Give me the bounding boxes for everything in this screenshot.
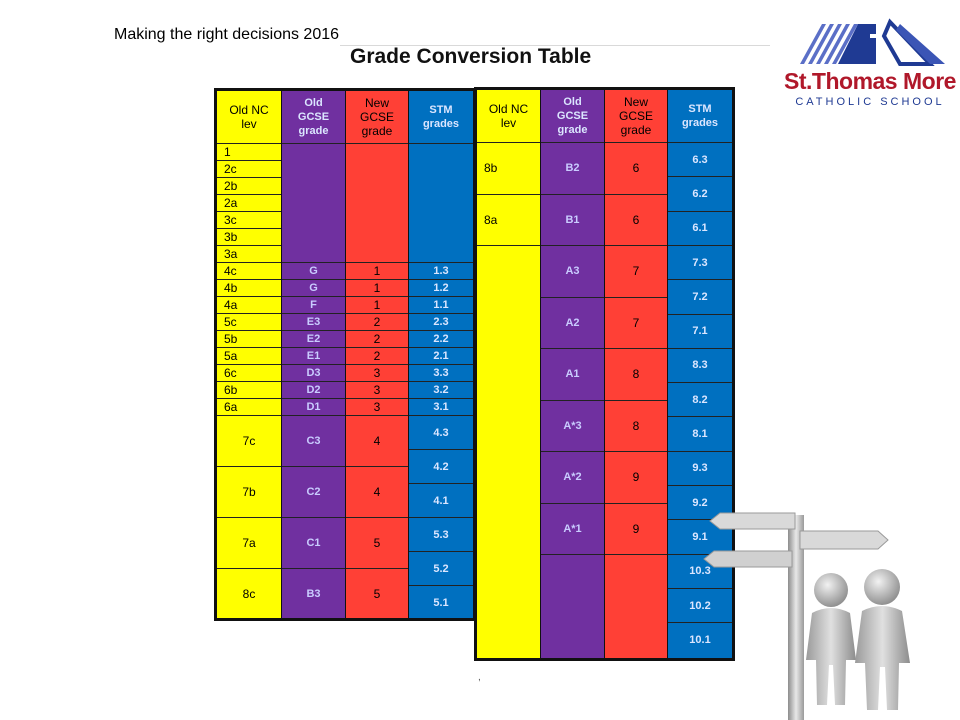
nc-level-cell: 4b [217, 279, 281, 296]
column-old-nc [477, 90, 540, 658]
stm-grade-cell: 8.1 [668, 416, 732, 450]
nc-level-cell: 4a [217, 296, 281, 313]
new-gcse-cell: 6 [605, 142, 667, 194]
old-gcse-cell: G [282, 262, 345, 279]
nc-level-cell: 6c [217, 364, 281, 381]
empty-cell [477, 245, 540, 658]
new-gcse-cell: 1 [346, 279, 408, 296]
nc-level-cell: 5b [217, 330, 281, 347]
stm-grade-cell: 9.2 [668, 485, 732, 519]
stm-grade-cell: 5.1 [409, 585, 473, 619]
nc-level-cell: 2c [217, 160, 281, 177]
column-stm [409, 91, 473, 618]
nc-level-cell: 5c [217, 313, 281, 330]
new-gcse-cell: 3 [346, 381, 408, 398]
new-gcse-cell: 5 [346, 568, 408, 619]
stm-grade-cell: 3.1 [409, 398, 473, 415]
nc-level-cell: 6b [217, 381, 281, 398]
old-gcse-cell: D1 [282, 398, 345, 415]
empty-cell [409, 143, 473, 262]
stm-grade-cell: 8.3 [668, 348, 732, 382]
stm-grade-cell: 10.1 [668, 622, 732, 656]
old-gcse-cell: E2 [282, 330, 345, 347]
column-old-gcse [282, 91, 345, 618]
nc-level-cell: 6a [217, 398, 281, 415]
header-old-nc: Old NC lev [488, 102, 529, 130]
nc-level-cell: 4c [217, 262, 281, 279]
stm-grade-cell: 5.2 [409, 551, 473, 585]
stm-grade-cell: 4.3 [409, 415, 473, 449]
empty-cell [605, 554, 667, 658]
new-gcse-cell: 2 [346, 313, 408, 330]
new-gcse-cell: 9 [605, 503, 667, 555]
nc-level-cell: 7a [217, 517, 281, 568]
empty-cell [346, 143, 408, 262]
header-old-gcse: Old GCSE grade [556, 96, 589, 136]
nc-level-cell: 5a [217, 347, 281, 364]
logo-name: St.Thomas More [784, 68, 956, 94]
old-gcse-cell: B2 [541, 142, 604, 194]
old-gcse-cell: A*1 [541, 503, 604, 555]
old-gcse-cell: A2 [541, 297, 604, 349]
old-gcse-cell: D2 [282, 381, 345, 398]
nc-level-cell: 3b [217, 228, 281, 245]
old-gcse-cell: C3 [282, 415, 345, 466]
new-gcse-cell: 2 [346, 347, 408, 364]
old-gcse-cell: B3 [282, 568, 345, 619]
nc-level-cell: 8a [477, 194, 540, 246]
nc-level-cell: 3c [217, 211, 281, 228]
school-logo [780, 14, 960, 114]
nc-level-cell: 8c [217, 568, 281, 619]
new-gcse-cell: 9 [605, 451, 667, 503]
new-gcse-cell: 3 [346, 364, 408, 381]
stm-grade-cell: 3.2 [409, 381, 473, 398]
new-gcse-cell: 4 [346, 466, 408, 517]
new-gcse-cell: 1 [346, 296, 408, 313]
new-gcse-cell: 7 [605, 245, 667, 297]
stm-grade-cell: 3.3 [409, 364, 473, 381]
school-logo-icon [780, 14, 960, 74]
column-new-gcse [346, 91, 408, 618]
new-gcse-cell: 4 [346, 415, 408, 466]
empty-cell [541, 554, 604, 658]
column-old-gcse [541, 90, 604, 658]
nc-level-cell: 3a [217, 245, 281, 262]
old-gcse-cell: B1 [541, 194, 604, 246]
old-gcse-cell: C1 [282, 517, 345, 568]
stm-grade-cell: 4.1 [409, 483, 473, 517]
new-gcse-cell: 3 [346, 398, 408, 415]
old-gcse-cell: A*3 [541, 400, 604, 452]
nc-level-cell: 7c [217, 415, 281, 466]
stm-grade-cell: 10.3 [668, 554, 732, 588]
nc-level-cell: 2b [217, 177, 281, 194]
stm-grade-cell: 8.2 [668, 382, 732, 416]
new-gcse-cell: 8 [605, 400, 667, 452]
stm-grade-cell: 7.2 [668, 279, 732, 313]
nc-level-cell: 7b [217, 466, 281, 517]
conversion-table-left [214, 88, 476, 621]
page-title: Grade Conversion Table [350, 45, 592, 68]
stm-grade-cell: 9.3 [668, 451, 732, 485]
stm-grade-cell: 2.2 [409, 330, 473, 347]
logo-subtitle: CATHOLIC SCHOOL [795, 96, 945, 108]
stm-grade-cell: 1.2 [409, 279, 473, 296]
stm-grade-cell: 7.3 [668, 245, 732, 279]
header-new-gcse: New GCSE grade [618, 95, 653, 137]
new-gcse-cell: 2 [346, 330, 408, 347]
stm-grade-cell: 2.1 [409, 347, 473, 364]
stm-grade-cell: 9.1 [668, 519, 732, 553]
old-gcse-cell: A3 [541, 245, 604, 297]
old-gcse-cell: D3 [282, 364, 345, 381]
stm-grade-cell: 7.1 [668, 314, 732, 348]
header-stm: STM grades [422, 104, 460, 130]
stm-grade-cell: 1.1 [409, 296, 473, 313]
stm-grade-cell: 2.3 [409, 313, 473, 330]
nc-level-cell: 8b [477, 142, 540, 194]
old-gcse-cell: F [282, 296, 345, 313]
old-gcse-cell: A*2 [541, 451, 604, 503]
old-gcse-cell: C2 [282, 466, 345, 517]
old-gcse-cell: G [282, 279, 345, 296]
header-stm: STM grades [681, 103, 719, 129]
column-new-gcse [605, 90, 667, 658]
empty-cell [282, 143, 345, 262]
new-gcse-cell: 8 [605, 348, 667, 400]
header-old-gcse: Old GCSE grade [297, 97, 330, 137]
stm-grade-cell: 1.3 [409, 262, 473, 279]
header-text: Making the right decisions 2016 [114, 26, 340, 43]
column-old-nc [217, 91, 281, 618]
header-old-nc: Old NC lev [229, 103, 269, 131]
nc-level-cell: 1 [217, 143, 281, 160]
new-gcse-cell: 7 [605, 297, 667, 349]
stm-grade-cell: 4.2 [409, 449, 473, 483]
stm-grade-cell: 6.3 [668, 142, 732, 176]
stray-mark: , [478, 672, 481, 683]
new-gcse-cell: 5 [346, 517, 408, 568]
new-gcse-cell: 6 [605, 194, 667, 246]
old-gcse-cell: A1 [541, 348, 604, 400]
new-gcse-cell: 1 [346, 262, 408, 279]
stm-grade-cell: 5.3 [409, 517, 473, 551]
stm-grade-cell: 10.2 [668, 588, 732, 622]
stm-grade-cell: 6.1 [668, 211, 732, 245]
nc-level-cell: 2a [217, 194, 281, 211]
old-gcse-cell: E1 [282, 347, 345, 364]
header-new-gcse: New GCSE grade [359, 96, 394, 138]
conversion-table-right [474, 87, 735, 661]
stm-grade-cell: 6.2 [668, 176, 732, 210]
signpost-people-icon [700, 495, 960, 720]
old-gcse-cell: E3 [282, 313, 345, 330]
